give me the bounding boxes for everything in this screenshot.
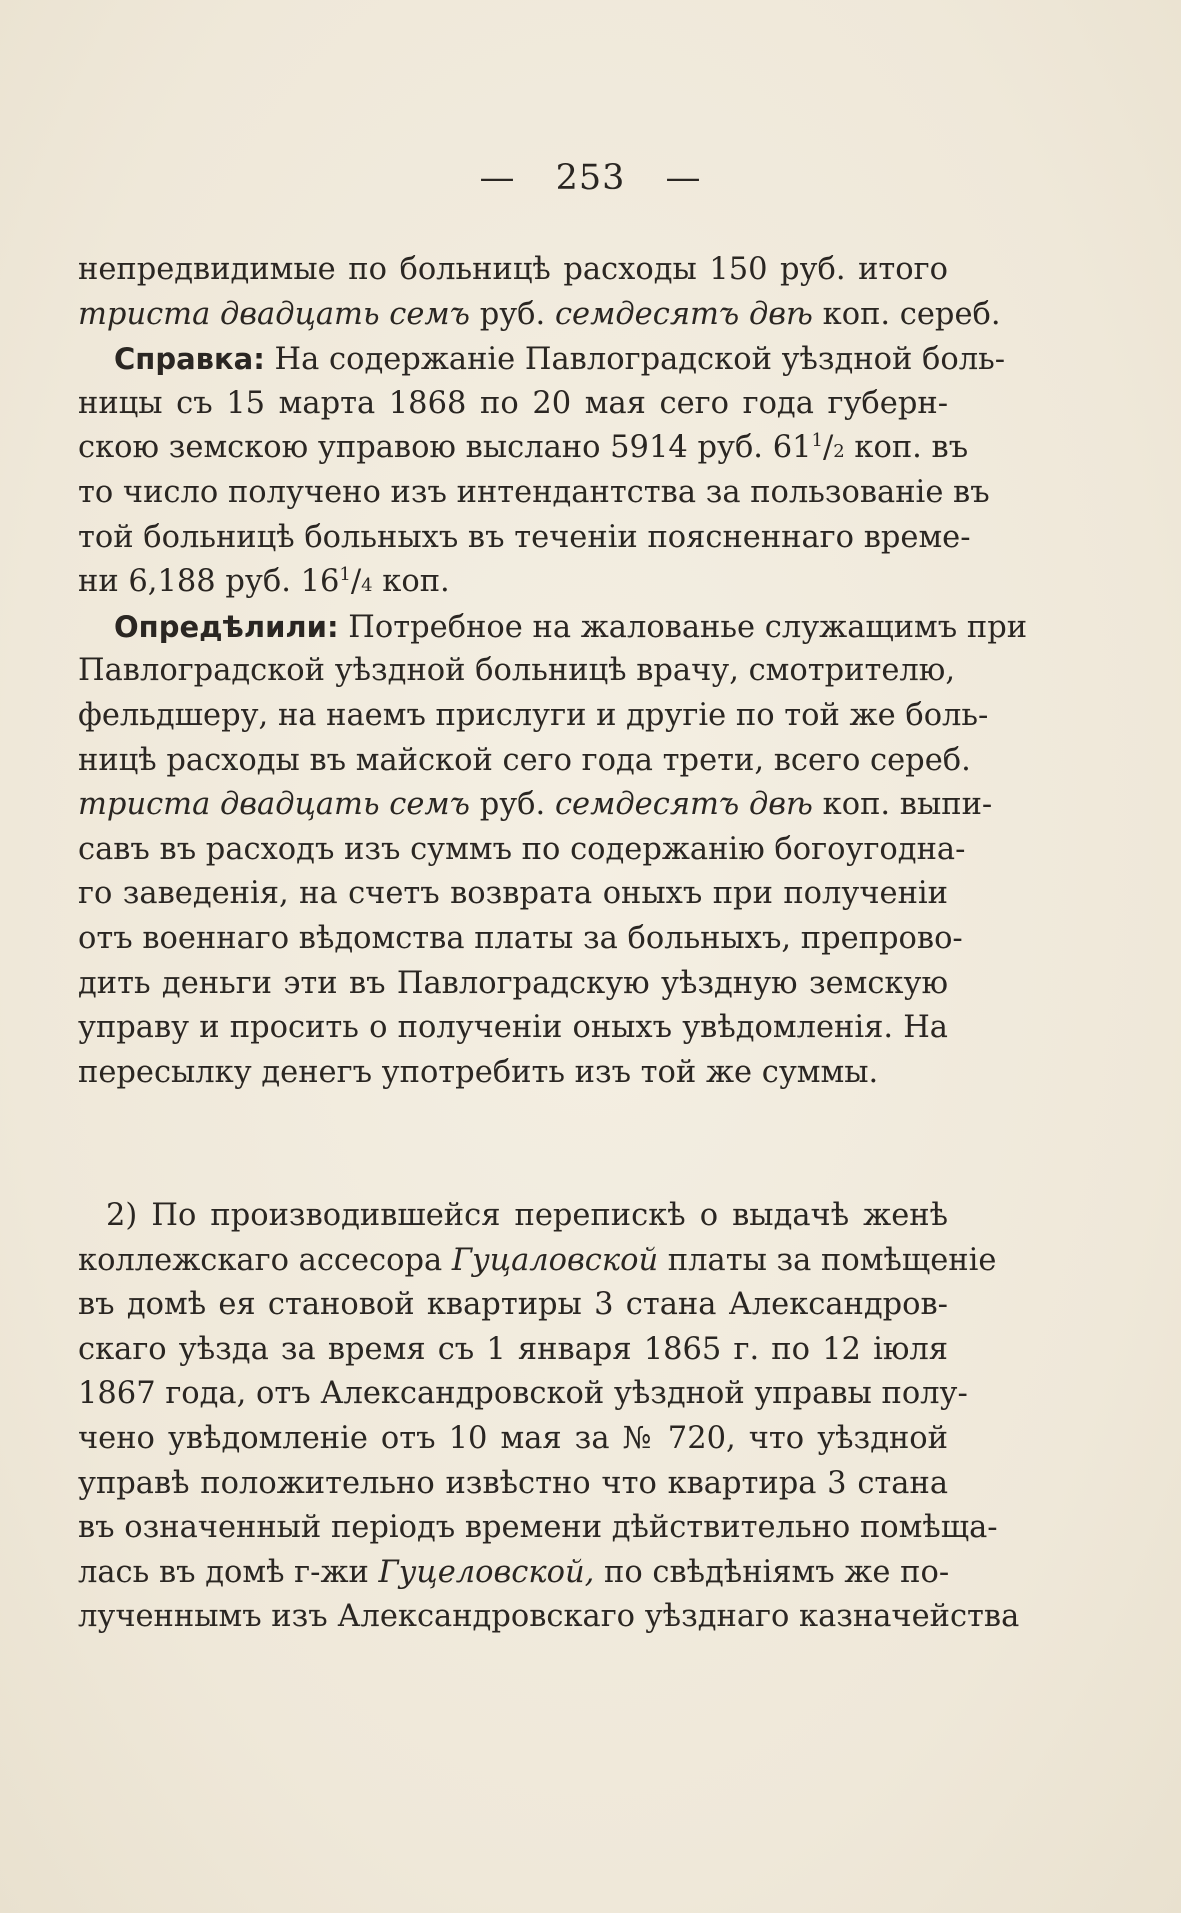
text-line: ни 6,188 руб. $16^1/4$ коп. <box>78 564 450 600</box>
paragraph-1 <box>78 248 1028 1095</box>
text-line: скаго уѣзда за время съ 1 января 1865 г. по 12 іюля <box>78 1331 948 1367</box>
text-line: управу и просить о полученіи оныхъ увѣдомленія. На <box>78 1010 948 1046</box>
text-line: триста двадцать семъ руб. семдесятъ двѣ коп. выпи- <box>78 787 993 823</box>
text-line: то число получено изъ интендантства за пользованіе въ <box>78 474 990 510</box>
page-number: 253 <box>555 158 626 198</box>
text-line: непредвидимые по больницѣ расходы 150 руб. итого <box>78 252 948 287</box>
text-line: отъ военнаго вѣдомства платы за больныхъ, препрово- <box>78 920 963 956</box>
text-line: коллежскаго ассесора Гуцаловской платы за помѣщеніе <box>78 1242 997 1278</box>
text-line: Опредѣлили: Потребное на жалованье служащимъ при <box>114 609 1028 645</box>
text-line: 1867 года, отъ Александровской уѣздной управы полу- <box>78 1376 968 1412</box>
section-label: Справка: <box>114 342 265 377</box>
text-line: Справка: На содержаніе Павлоградской уѣздной боль- <box>114 342 1006 378</box>
text-line: скою земскою управою выслано 5914 руб. $61^1/2$ коп. въ <box>78 430 969 466</box>
text-line: въ домѣ ея становой квартиры 3 стана Александров- <box>78 1287 948 1323</box>
paragraph-2 <box>78 1194 1020 1640</box>
text-line: лученнымъ изъ Александровскаго уѣзднаго казначейства <box>78 1599 1020 1635</box>
text-line: савъ въ расходъ изъ суммъ по содержанію богоугодна- <box>78 831 966 867</box>
text-line: Павлоградской уѣздной больницѣ врачу, смотрителю, <box>78 653 956 689</box>
text-line: пересылку денегъ употребить изъ той же суммы. <box>78 1054 879 1090</box>
section-label: Опредѣлили: <box>114 609 339 644</box>
text-line: чено увѣдомленіе отъ 10 мая за № 720, что уѣздной <box>78 1420 948 1456</box>
text-line: фельдшеру, на наемъ прислуги и другіе по той же боль- <box>78 697 989 733</box>
text-line: го заведенія, на счетъ возврата оныхъ при полученіи <box>78 876 948 912</box>
text-line: 2) По производившейся перепискѣ о выдачѣ женѣ <box>106 1198 948 1233</box>
text-line: ницѣ расходы въ майской сего года трети, всего сереб. <box>78 742 971 778</box>
text-line: триста двадцать семъ руб. семдесятъ двѣ коп. сереб. <box>78 296 1001 332</box>
header-dash-right: — <box>665 158 702 198</box>
text-line: лась въ домѣ г-жи Гуцеловской, по свѣдѣніямъ же по- <box>78 1554 950 1590</box>
text-line: дить деньги эти въ Павлоградскую уѣздную земскую <box>78 965 948 1001</box>
header-dash-left: — <box>479 158 516 198</box>
text-line: той больницѣ больныхъ въ теченіи поясненнаго време- <box>78 519 971 555</box>
text-line: въ означенный періодъ времени дѣйствительно помѣща- <box>78 1510 998 1546</box>
page-header <box>0 158 1181 198</box>
text-line: управѣ положительно извѣстно что квартира 3 стана <box>78 1465 948 1501</box>
text-line: ницы съ 15 марта 1868 по 20 мая сего года губерн- <box>78 385 948 421</box>
